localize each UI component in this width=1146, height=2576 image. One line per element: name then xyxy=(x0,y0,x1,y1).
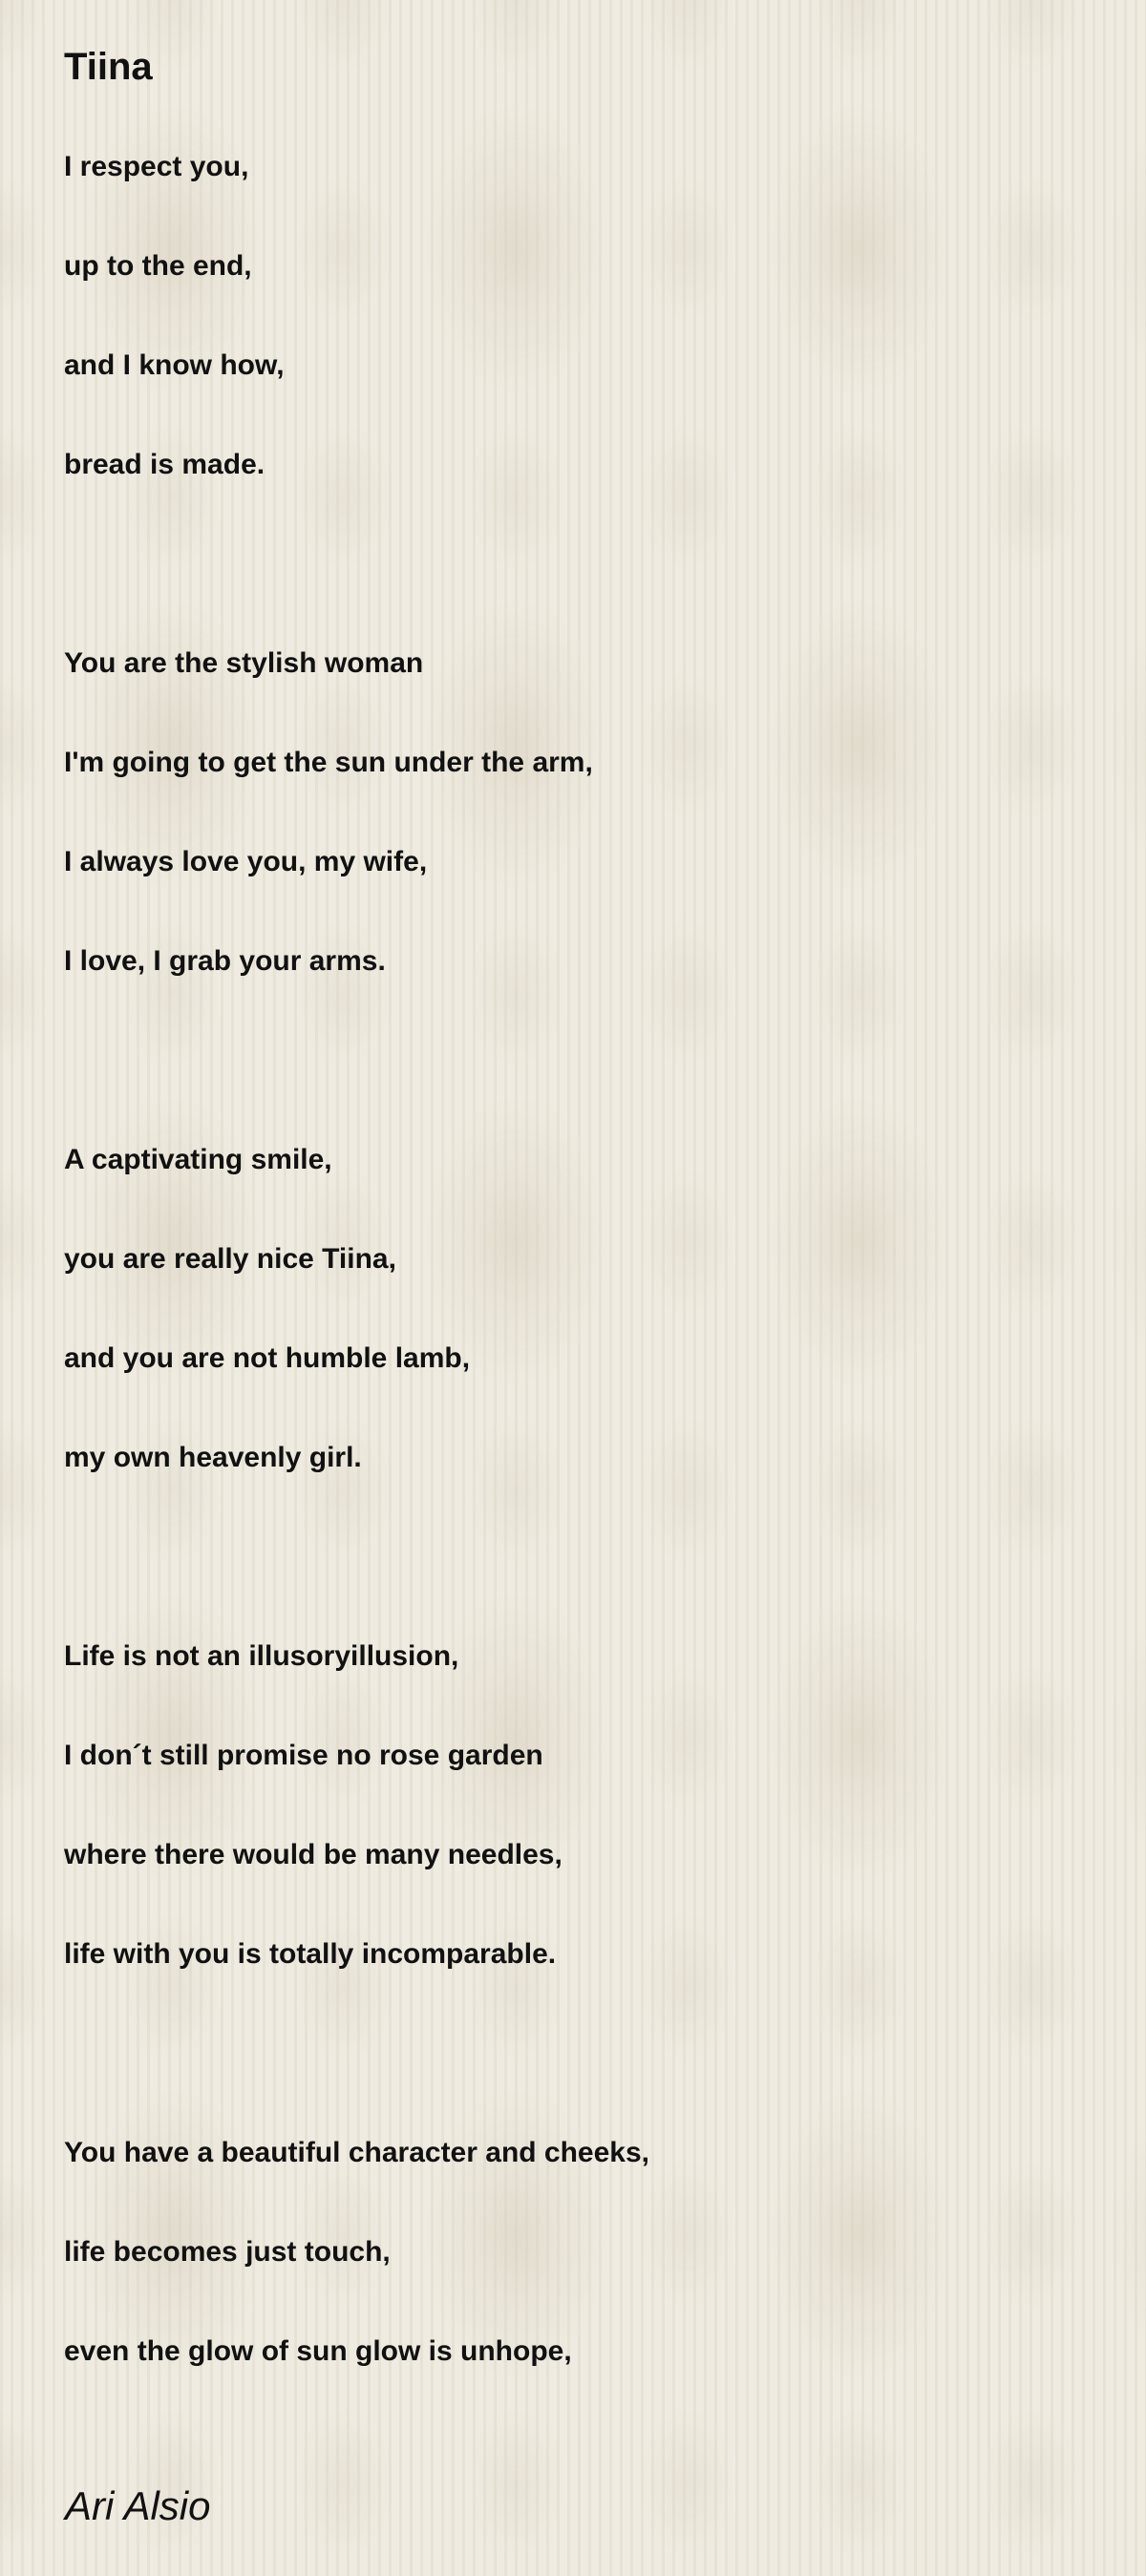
poem-line: I don´t still promise no rose garden xyxy=(64,1740,543,1771)
poem-line: where there would be many needles, xyxy=(64,1839,562,1870)
poem-line: You have a beautiful character and cheeks, xyxy=(64,2137,650,2168)
poem-line: life becomes just touch, xyxy=(64,2236,391,2268)
poem-line: my own heavenly girl. xyxy=(64,1442,362,1473)
poem-line: and I know how, xyxy=(64,349,285,381)
poem-line: and you are not humble lamb, xyxy=(64,1342,471,1374)
poem-line: I respect you, xyxy=(64,151,249,182)
poem-line: life with you is totally incomparable. xyxy=(64,1938,557,1970)
poem-line: A captivating smile, xyxy=(64,1144,332,1175)
poem-line: You are the stylish woman xyxy=(64,647,424,679)
poem-line: I always love you, my wife, xyxy=(64,846,428,877)
poem-line: I love, I grab your arms. xyxy=(64,945,386,977)
poem-line: Life is not an illusoryillusion, xyxy=(64,1640,459,1672)
poem-line: bread is made. xyxy=(64,449,265,480)
poem-line: even the glow of sun glow is unhope, xyxy=(64,2335,572,2367)
poem-title: Tiina xyxy=(64,46,153,88)
poem-line: you are really nice Tiina, xyxy=(64,1243,396,1275)
poem-line: I'm going to get the sun under the arm, xyxy=(64,747,593,778)
poem-author: Ari Alsio xyxy=(65,2483,211,2528)
poem-line: up to the end, xyxy=(64,250,252,282)
